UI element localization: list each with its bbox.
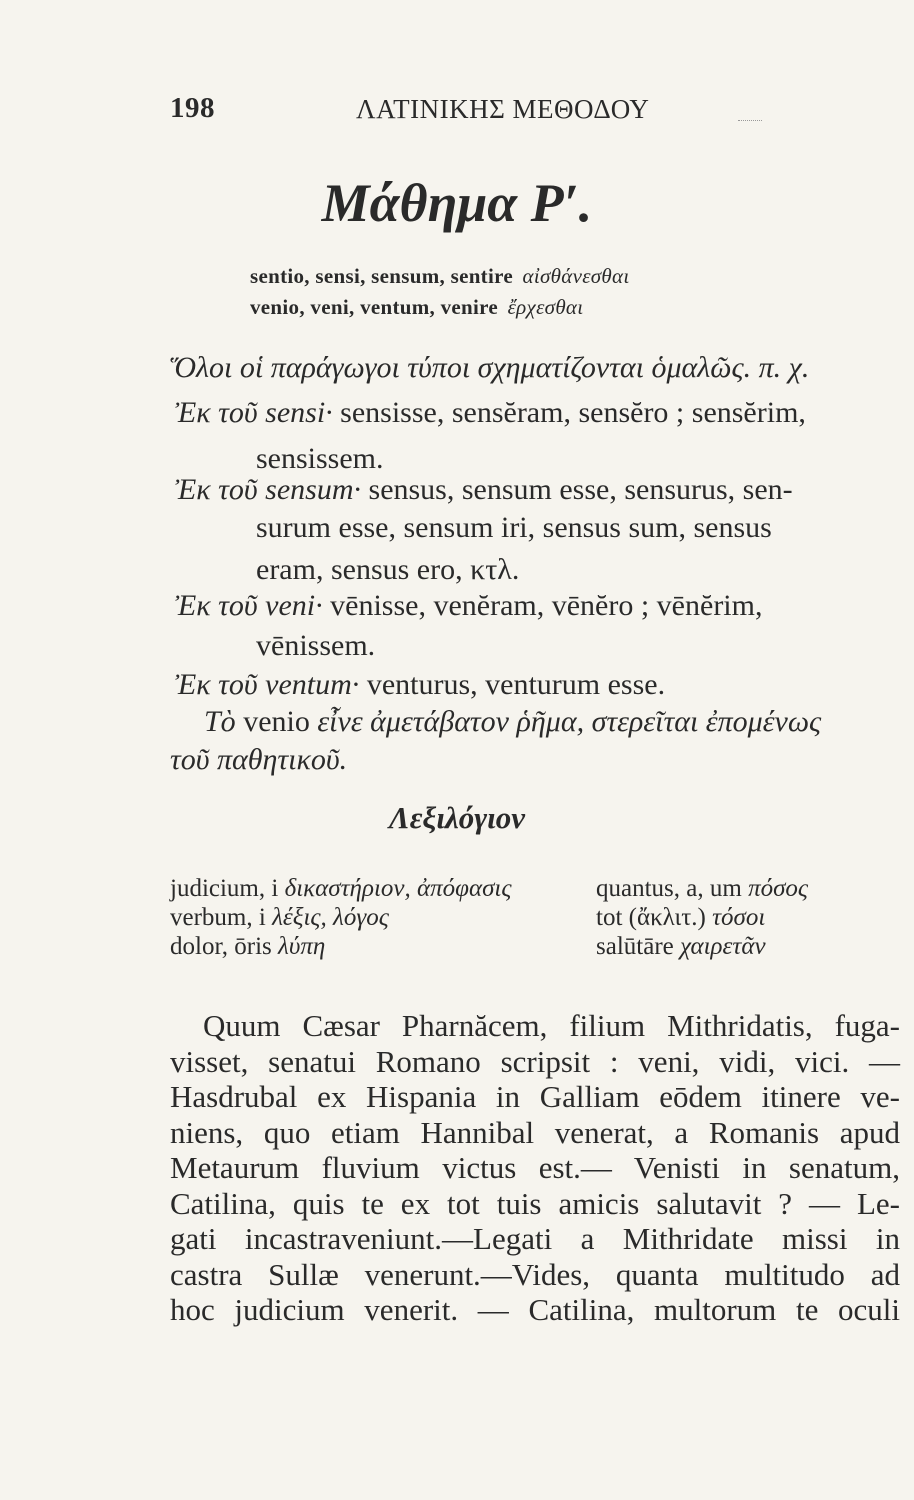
- vocabulary-entry: [596, 874, 808, 903]
- vocab-latin: salūtāre: [596, 933, 674, 960]
- example-forms: vēnisse, venĕram, vēnĕro ; vēnĕrim,: [330, 589, 763, 622]
- vocabulary-entry: [596, 903, 808, 932]
- example-key: sensi·: [265, 396, 333, 429]
- exercise-line: Hasdrubal ex Hispania in Galliam eōdem itinere ve-: [170, 1079, 900, 1114]
- note-text: εἶνε ἀμετάβατον ῥῆμα, στερεῖται ἐπομένως: [317, 705, 822, 738]
- vocabulary-title: Λεξιλόγιον: [389, 800, 525, 835]
- exercise-line: Catilina, quis te ex tot tuis amicis salutavit ? — Le-: [170, 1185, 900, 1221]
- exercise-line: Metaurum fluvium victus est.— Venisti in senatum,: [170, 1150, 900, 1185]
- running-title: ΛΑΤΙΝΙΚΗΣ ΜΕΘΟΔΟΥ: [356, 94, 650, 124]
- vocab-latin: dolor, ōris: [170, 933, 272, 960]
- example-prefix: Ἐκ τοῦ: [175, 473, 258, 506]
- example-line-3: [175, 591, 762, 621]
- example-line-3-cont: vēnissem.: [256, 629, 376, 662]
- exercise-line: Quum Cæsar Pharnăcem, filium Mithridatis, fuga-: [203, 1008, 900, 1043]
- example-forms: sensisse, sensĕram, sensĕro ; sensĕrim,: [340, 396, 806, 429]
- example-line-2: [175, 475, 793, 505]
- example-key: veni·: [265, 589, 323, 622]
- vocab-latin: verbum, i: [170, 904, 266, 931]
- example-prefix: Ἐκ τοῦ: [175, 589, 258, 622]
- example-line-2-cont-1: surum esse, sensum iri, sensus sum, sensus: [256, 511, 772, 544]
- intro-line: Ὅλοι οἱ παράγωγοι τύποι σχηματίζονται ὁμαλῶς. π. χ.: [170, 351, 810, 384]
- note-line-1: [204, 707, 821, 737]
- conjugation-latin: venio, veni, ventum, venire: [250, 295, 499, 319]
- example-forms: sensus, sensum esse, sensurus, sen-: [368, 473, 793, 506]
- conjugation-line-2: [250, 295, 583, 320]
- vocab-greek: τόσοι: [712, 904, 766, 931]
- example-key: sensum·: [265, 473, 362, 506]
- example-prefix: Ἐκ τοῦ: [175, 668, 258, 701]
- vocabulary-right-column: [596, 874, 808, 961]
- vocab-latin: judicium, i: [170, 875, 279, 902]
- exercise-line: hoc judicium venerit. — Catilina, multorum te oculi: [170, 1292, 900, 1327]
- exercise-line: castra Sullæ venerunt.—Vides, quanta multitudo ad: [170, 1256, 900, 1292]
- exercise-line: niens, quo etiam Hannibal venerat, a Romanis apud: [170, 1114, 900, 1150]
- exercise-line: visset, senatui Romano scripsit : veni, vidi, vici. —: [170, 1043, 900, 1079]
- example-prefix: Ἐκ τοῦ: [175, 396, 258, 429]
- vocab-latin: quantus, a, um: [596, 875, 742, 902]
- vocab-greek: λύπη: [278, 933, 326, 960]
- vocab-greek: δικαστήριον, ἀπόφασις: [284, 875, 512, 902]
- vocab-greek: πόσος: [748, 875, 809, 902]
- example-forms: venturus, venturum esse.: [366, 668, 666, 701]
- vocabulary-entry: [170, 874, 512, 903]
- exercise-line: gati incastraveniunt.—Legati a Mithridate missi in: [170, 1221, 900, 1256]
- note-verb: venio: [243, 705, 310, 738]
- conjugation-greek: αἰσθάνεσθαι: [522, 264, 630, 288]
- vocabulary-left-column: [170, 874, 512, 961]
- vocabulary-entry: [170, 932, 512, 961]
- vocab-greek: χαιρετᾶν: [679, 933, 766, 960]
- note-line-2: τοῦ παθητικοῦ.: [170, 743, 348, 776]
- header-dots: [738, 120, 762, 121]
- note-text: Τὸ: [204, 705, 236, 738]
- vocabulary-entry: [596, 932, 808, 961]
- vocabulary-entry: [170, 903, 512, 932]
- vocab-latin: tot (ἄκλιτ.): [596, 904, 706, 931]
- example-key: ventum·: [265, 668, 360, 701]
- exercise-paragraph: [170, 1008, 900, 1328]
- example-line-2-cont-2: eram, sensus ero, κτλ.: [256, 553, 520, 586]
- conjugation-line-1: [250, 264, 630, 289]
- example-line-1: [175, 398, 806, 428]
- conjugation-latin: sentio, sensi, sensum, sentire: [250, 264, 513, 288]
- example-line-4: [175, 670, 665, 700]
- conjugation-greek: ἔρχεσθαι: [507, 295, 584, 319]
- vocab-greek: λέξις, λόγος: [272, 904, 389, 931]
- page-number: 198: [170, 92, 215, 124]
- lesson-title: Μάθημα Ρ′.: [321, 173, 593, 233]
- example-line-1-cont: sensissem.: [256, 442, 384, 475]
